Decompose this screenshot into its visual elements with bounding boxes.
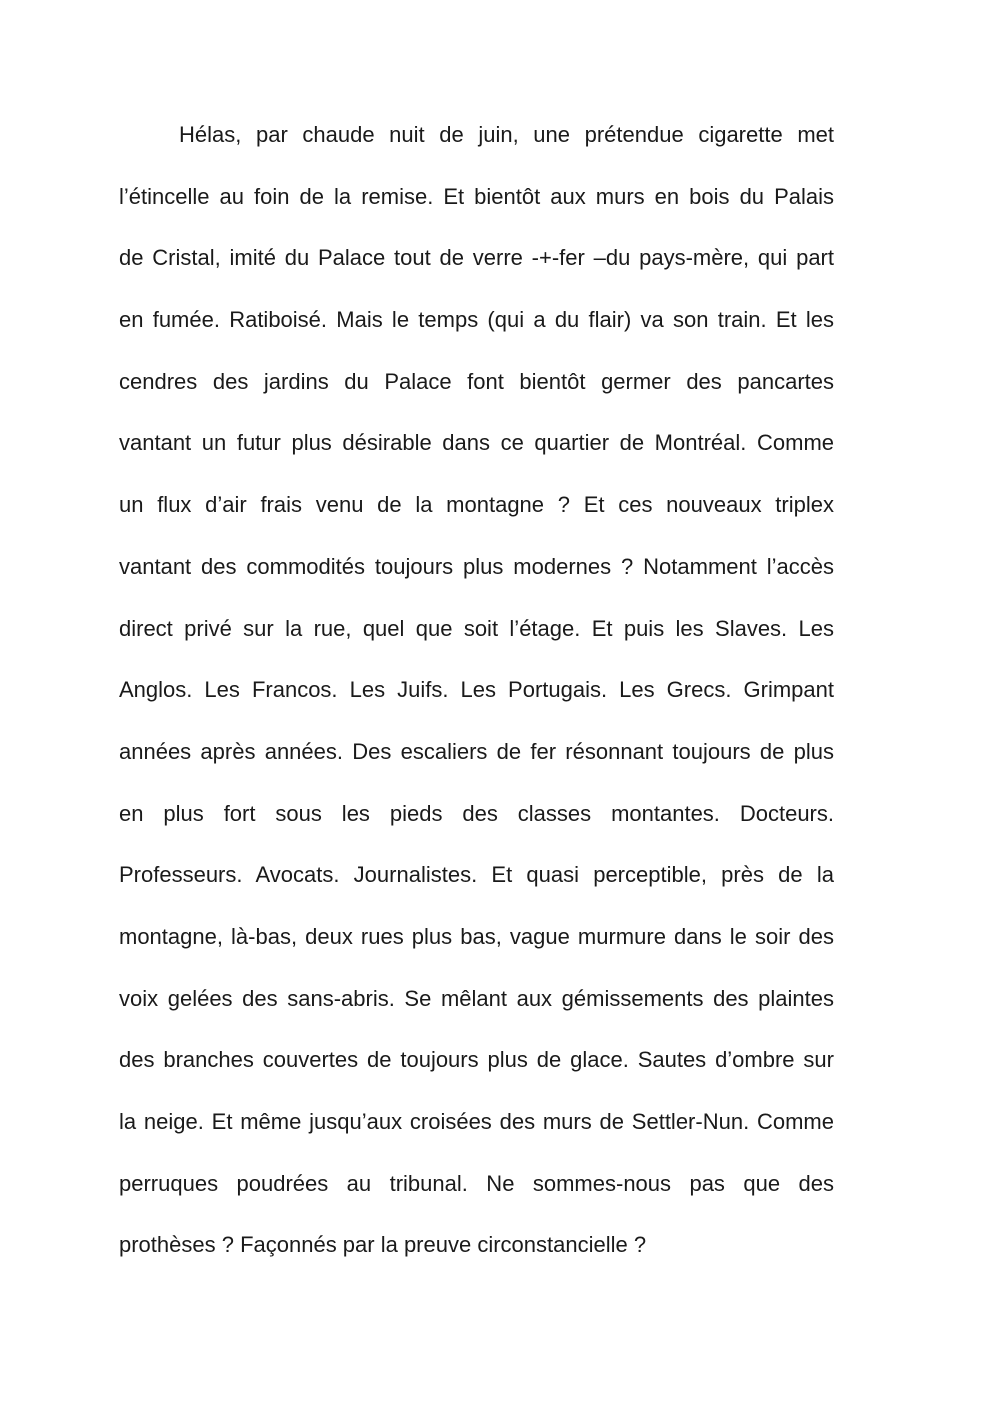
paragraph-line: vantant des commodités toujours plus modernes ? Notamment l’accès: [119, 553, 834, 579]
paragraph-line: l’étincelle au foin de la remise. Et bientôt aux murs en bois du Palais: [119, 183, 834, 209]
paragraph-line: en fumée. Ratiboisé. Mais le temps (qui a du flair) va son train. Et les: [119, 307, 834, 333]
paragraph-line: Professeurs. Avocats. Journalistes. Et quasi perceptible, près de la: [119, 862, 834, 888]
paragraph-line: la neige. Et même jusqu’aux croisées des murs de Settler-Nun. Comme: [119, 1109, 834, 1134]
paragraph-line: années après années. Des escaliers de fer résonnant toujours de plus: [119, 738, 834, 764]
paragraph-line: des branches couvertes de toujours plus de glace. Sautes d’ombre sur: [119, 1047, 834, 1073]
paragraph-line: montagne, là-bas, deux rues plus bas, vague murmure dans le soir des: [119, 923, 834, 949]
paragraph-line: Anglos. Les Francos. Les Juifs. Les Portugais. Les Grecs. Grimpant: [119, 677, 834, 703]
paragraph-line: en plus fort sous les pieds des classes montantes. Docteurs.: [119, 800, 834, 826]
paragraph-line: perruques poudrées au tribunal. Ne sommes-nous pas que des: [119, 1170, 834, 1196]
paragraph-line: voix gelées des sans-abris. Se mêlant aux gémissements des plaintes: [119, 985, 834, 1011]
paragraph-line: Hélas, par chaude nuit de juin, une prétendue cigarette met: [179, 122, 834, 147]
paragraph: [119, 104, 834, 1276]
paragraph-line: un flux d’air frais venu de la montagne ? Et ces nouveaux triplex: [119, 492, 834, 518]
paragraph-line: vantant un futur plus désirable dans ce quartier de Montréal. Comme: [119, 430, 834, 456]
paragraph-line: direct privé sur la rue, quel que soit l’étage. Et puis les Slaves. Les: [119, 615, 834, 641]
paragraph-line: cendres des jardins du Palace font bientôt germer des pancartes: [119, 368, 834, 394]
paragraph-line: prothèses ? Façonnés par la preuve circonstancielle ?: [119, 1232, 647, 1258]
paragraph-line: de Cristal, imité du Palace tout de verre -+-fer –du pays-mère, qui part: [119, 245, 834, 271]
